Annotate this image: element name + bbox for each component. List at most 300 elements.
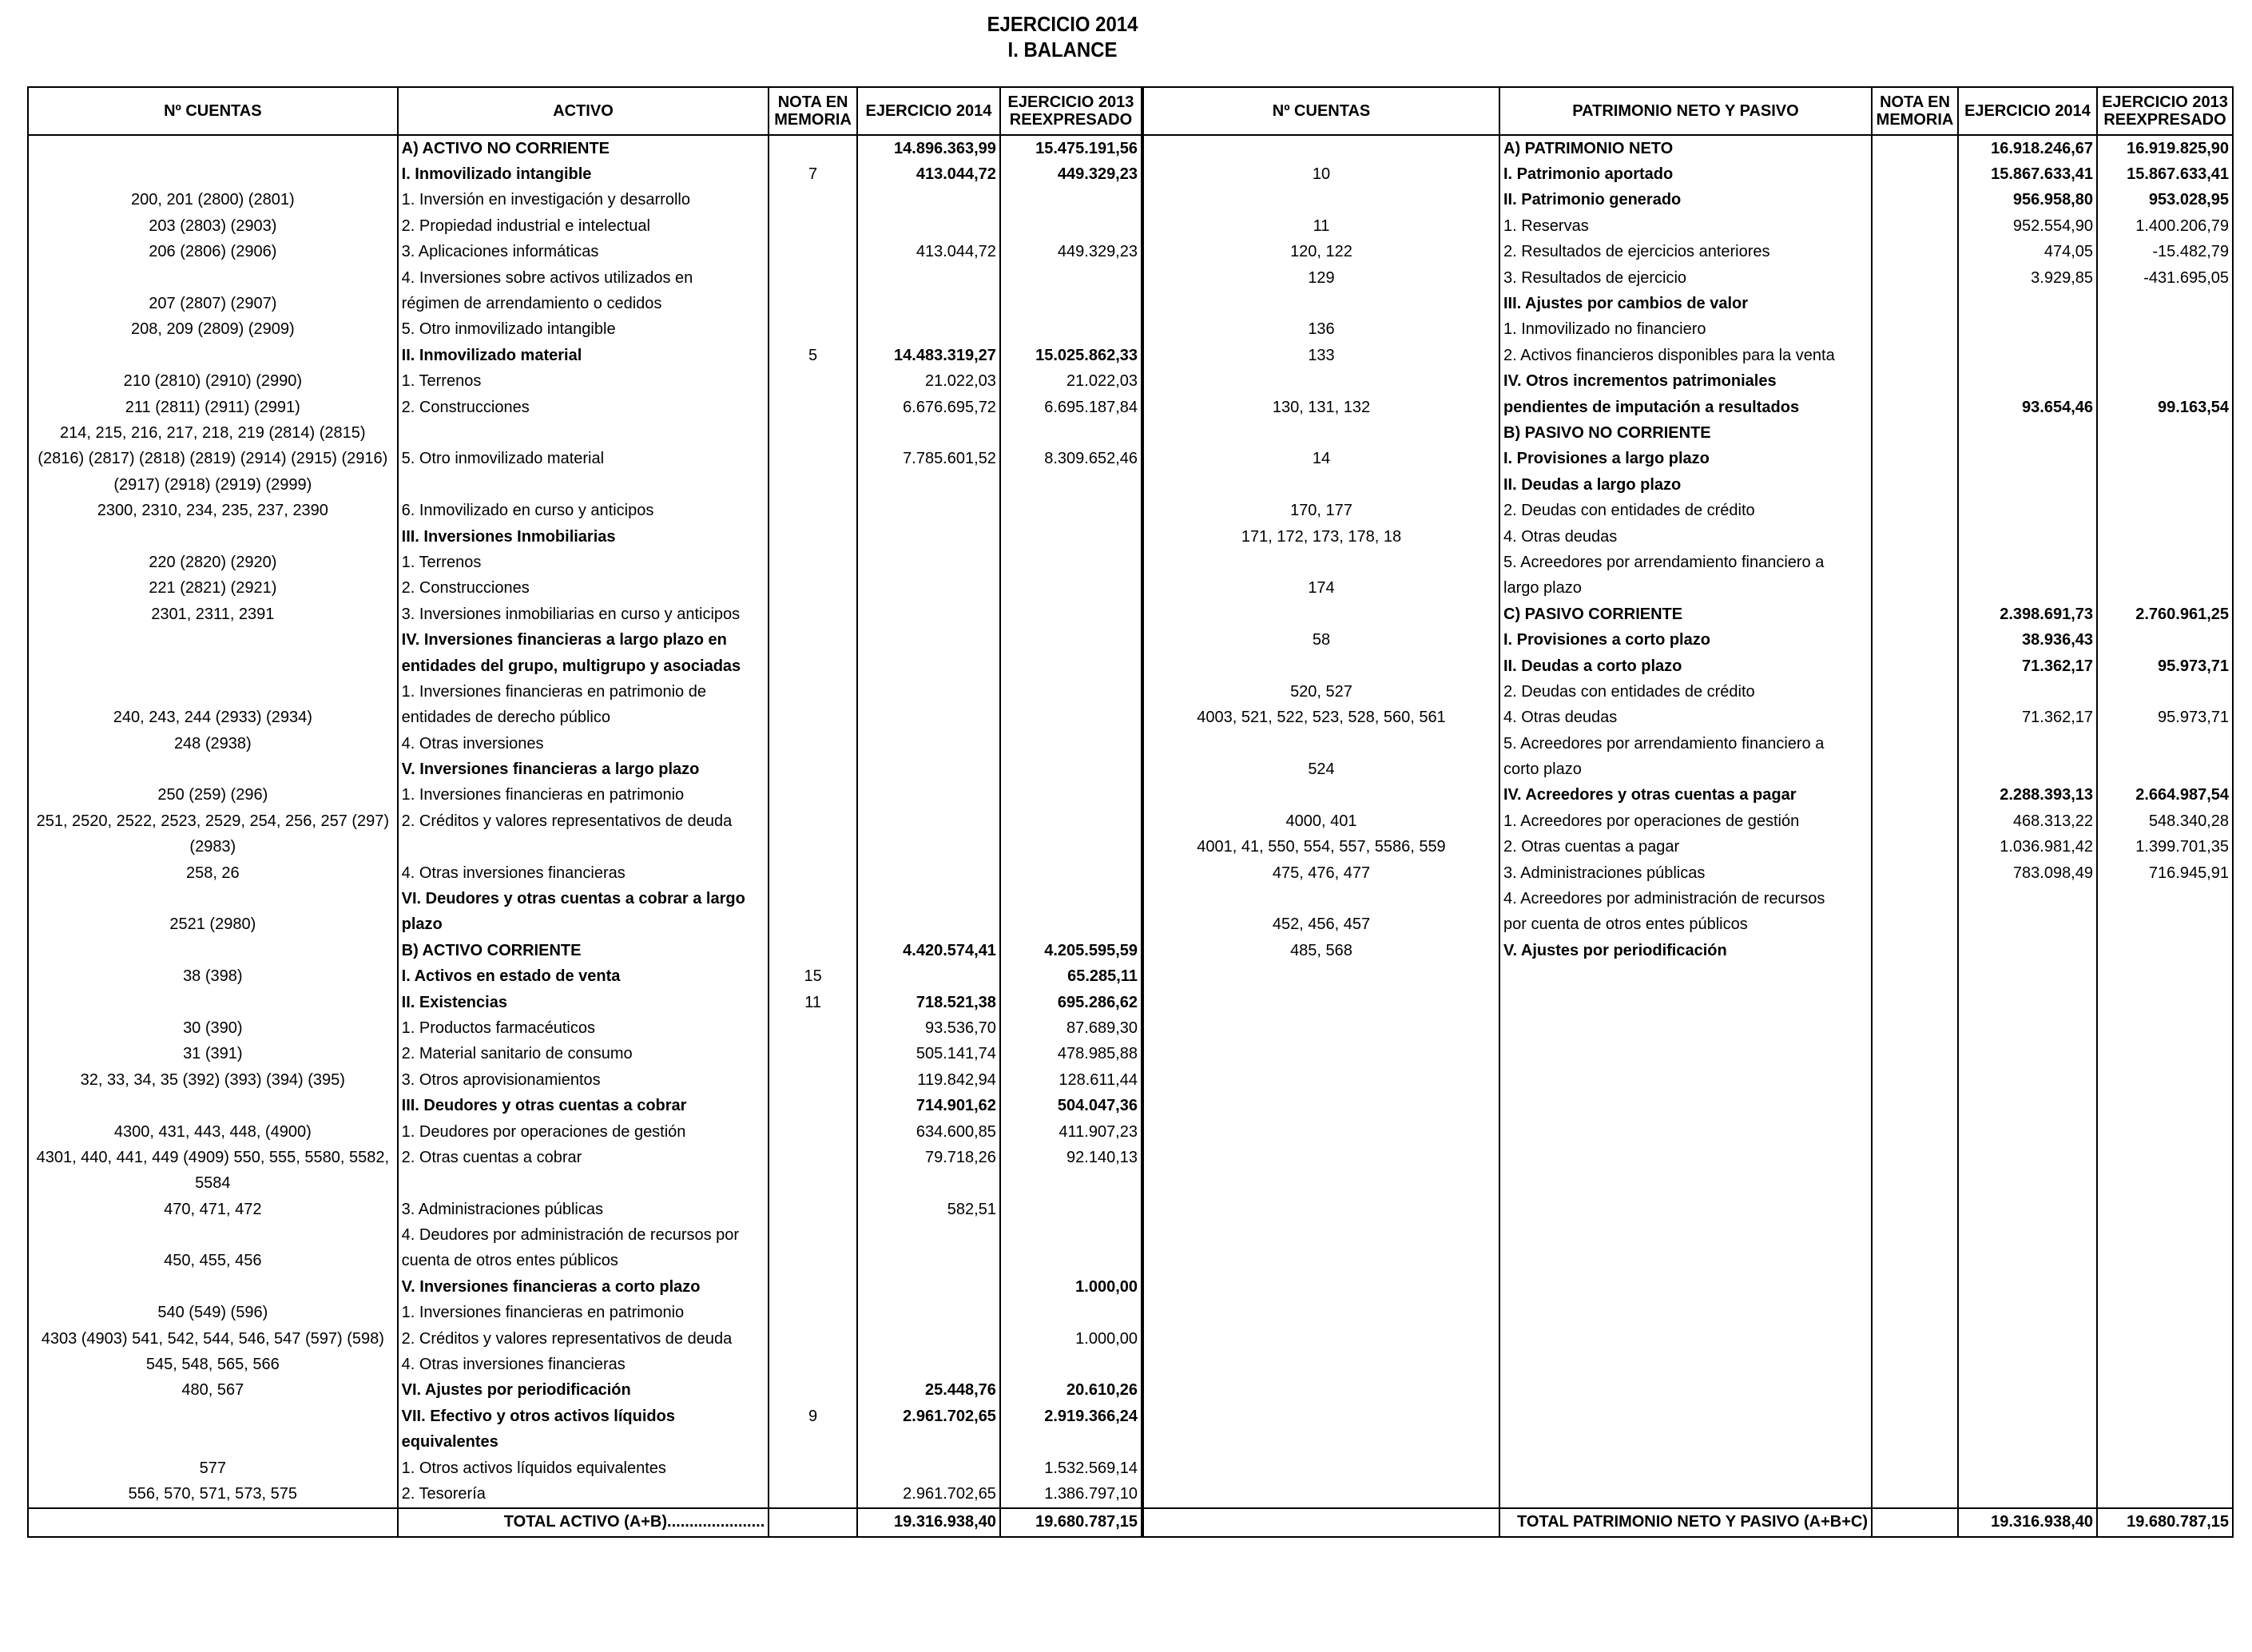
account-codes-cell: 2301, 2311, 2391 (28, 602, 398, 627)
table-row (1143, 1197, 2233, 1222)
value-2014-cell: 1.036.981,42 (1958, 835, 2097, 860)
value-2014-cell: 2.961.702,65 (857, 1481, 1000, 1507)
table-row (1143, 783, 2233, 808)
concept-cell: 5. Acreedores por arrendamiento financiero a (1499, 731, 1872, 757)
nota-cell (1872, 912, 1958, 938)
nota-cell (769, 291, 857, 316)
table-row (28, 213, 1142, 239)
account-codes-cell: 221 (2821) (2921) (28, 576, 398, 602)
value-2013-cell (2097, 1197, 2233, 1222)
value-2014-cell (857, 653, 1000, 679)
value-2013-cell (2097, 472, 2233, 498)
value-2014-cell (857, 912, 1000, 938)
table-row (28, 808, 1142, 834)
nota-cell (769, 447, 857, 472)
value-2014-cell (1958, 1042, 2097, 1067)
value-2014-cell: 505.141,74 (857, 1042, 1000, 1067)
value-2014-cell (1958, 317, 2097, 343)
table-row (1143, 1326, 2233, 1352)
value-2014-cell: 413.044,72 (857, 240, 1000, 265)
value-2013-cell: 478.985,88 (1000, 1042, 1142, 1067)
table-row (1143, 1119, 2233, 1145)
account-codes-cell: 251, 2520, 2522, 2523, 2529, 254, 256, 257 (297) (28, 808, 398, 834)
account-codes-cell (28, 135, 398, 161)
value-2014-cell (1958, 938, 2097, 963)
table-row (28, 265, 1142, 291)
concept-cell: entidades de derecho público (398, 705, 769, 731)
table-row (28, 964, 1142, 990)
account-codes-cell: 31 (391) (28, 1042, 398, 1067)
account-codes-cell: 240, 243, 244 (2933) (2934) (28, 705, 398, 731)
value-2014-cell: 119.842,94 (857, 1067, 1000, 1093)
value-2013-cell (1000, 808, 1142, 834)
account-codes-cell: 170, 177 (1143, 498, 1499, 523)
nota-cell (769, 653, 857, 679)
concept-cell: 3. Administraciones públicas (398, 1197, 769, 1222)
value-2014-cell: 25.448,76 (857, 1378, 1000, 1404)
nota-cell (1872, 1249, 1958, 1274)
value-2013-cell: 128.611,44 (1000, 1067, 1142, 1093)
total-pasivo-label: TOTAL PATRIMONIO NETO Y PASIVO (A+B+C) (1499, 1508, 1872, 1537)
value-2014-cell (1958, 1430, 2097, 1455)
table-row (28, 135, 1142, 161)
account-codes-cell (1143, 1067, 1499, 1093)
nota-cell (769, 912, 857, 938)
value-2013-cell (2097, 1093, 2233, 1118)
value-2014-cell: 4.420.574,41 (857, 938, 1000, 963)
value-2013-cell (2097, 550, 2233, 575)
table-row (28, 912, 1142, 938)
account-codes-cell: 11 (1143, 213, 1499, 239)
value-2014-cell (857, 860, 1000, 886)
account-codes-cell (1143, 1093, 1499, 1118)
account-codes-cell: 210 (2810) (2910) (2990) (28, 369, 398, 395)
value-2013-cell (1000, 265, 1142, 291)
value-2013-cell: 8.309.652,46 (1000, 447, 1142, 472)
nota-cell (1872, 369, 1958, 395)
value-2013-cell (1000, 1352, 1142, 1377)
value-2014-cell (1958, 731, 2097, 757)
value-2013-cell (1000, 576, 1142, 602)
table-row (28, 679, 1142, 705)
value-2013-cell (2097, 1430, 2233, 1455)
concept-cell: 3. Inversiones inmobiliarias en curso y anticipos (398, 602, 769, 627)
account-codes-cell (1143, 731, 1499, 757)
table-row (1143, 1430, 2233, 1455)
value-2014-cell: 14.483.319,27 (857, 343, 1000, 368)
table-row (1143, 420, 2233, 446)
concept-cell: 3. Otros aprovisionamientos (398, 1067, 769, 1093)
activo-table (27, 86, 1142, 1538)
nota-cell (1872, 265, 1958, 291)
value-2013-cell (1000, 1222, 1142, 1248)
concept-cell: 3. Aplicaciones informáticas (398, 240, 769, 265)
value-2014-cell: 952.554,90 (1958, 213, 2097, 239)
concept-cell: plazo (398, 912, 769, 938)
concept-cell: IV. Otros incrementos patrimoniales (1499, 369, 1872, 395)
value-2013-cell (2097, 886, 2233, 911)
concept-cell (1499, 1093, 1872, 1118)
concept-cell: 1. Inmovilizado no financiero (1499, 317, 1872, 343)
activo-header-row (28, 87, 1142, 135)
value-2014-cell (857, 1301, 1000, 1326)
value-2013-cell (1000, 1171, 1142, 1197)
value-2013-cell (2097, 524, 2233, 550)
table-row (1143, 1222, 2233, 1248)
table-row (1143, 213, 2233, 239)
value-2014-cell: 474,05 (1958, 240, 2097, 265)
account-codes-cell (1143, 1197, 1499, 1222)
value-2013-cell: 95.973,71 (2097, 705, 2233, 731)
value-2014-cell (857, 886, 1000, 911)
value-2014-cell: 93.654,46 (1958, 395, 2097, 420)
table-row (28, 524, 1142, 550)
header-nota: NOTA EN MEMORIA (769, 87, 857, 135)
value-2013-cell (1000, 1301, 1142, 1326)
table-row (28, 757, 1142, 782)
value-2014-cell (857, 317, 1000, 343)
account-codes-cell (1143, 653, 1499, 679)
value-2014-cell (1958, 964, 2097, 990)
concept-cell: IV. Acreedores y otras cuentas a pagar (1499, 783, 1872, 808)
account-codes-cell: 520, 527 (1143, 679, 1499, 705)
concept-cell: II. Patrimonio generado (1499, 188, 1872, 213)
concept-cell: 2. Activos financieros disponibles para la venta (1499, 343, 1872, 368)
total-pasivo-row (1143, 1508, 2233, 1537)
total-activo-label: TOTAL ACTIVO (A+B)...................... (398, 1508, 769, 1537)
nota-cell (1872, 524, 1958, 550)
account-codes-cell (1143, 1145, 1499, 1170)
value-2013-cell: 20.610,26 (1000, 1378, 1142, 1404)
value-2013-cell (1000, 524, 1142, 550)
value-2014-cell (857, 498, 1000, 523)
nota-cell (769, 1326, 857, 1352)
value-2013-cell (1000, 472, 1142, 498)
total-activo-row (28, 1508, 1142, 1537)
account-codes-cell (1143, 420, 1499, 446)
nota-cell (769, 135, 857, 161)
concept-cell: 2. Resultados de ejercicios anteriores (1499, 240, 1872, 265)
concept-cell: 4. Otras deudas (1499, 705, 1872, 731)
account-codes-cell: (2917) (2918) (2919) (2999) (28, 472, 398, 498)
value-2014-cell: 956.958,80 (1958, 188, 2097, 213)
table-row (1143, 1301, 2233, 1326)
account-codes-cell: 208, 209 (2809) (2909) (28, 317, 398, 343)
account-codes-cell: 2300, 2310, 234, 235, 237, 2390 (28, 498, 398, 523)
account-codes-cell (28, 653, 398, 679)
concept-cell: III. Inversiones Inmobiliarias (398, 524, 769, 550)
value-2013-cell (1000, 860, 1142, 886)
table-row (28, 1042, 1142, 1067)
account-codes-cell (28, 938, 398, 963)
value-2013-cell: 1.386.797,10 (1000, 1481, 1142, 1507)
nota-cell (1872, 395, 1958, 420)
value-2013-cell (2097, 369, 2233, 395)
nota-cell: 7 (769, 161, 857, 187)
account-codes-cell: 4301, 440, 441, 449 (4909) 550, 555, 5580, 5582, (28, 1145, 398, 1170)
header-cuentas: Nº CUENTAS (28, 87, 398, 135)
account-codes-cell: 577 (28, 1455, 398, 1481)
account-codes-cell: 540 (549) (596) (28, 1301, 398, 1326)
value-2013-cell (1000, 783, 1142, 808)
account-codes-cell (1143, 1249, 1499, 1274)
account-codes-cell (1143, 135, 1499, 161)
value-2013-cell (2097, 1015, 2233, 1041)
table-row (28, 705, 1142, 731)
concept-cell (398, 472, 769, 498)
concept-cell (1499, 1197, 1872, 1222)
value-2014-cell (857, 1352, 1000, 1377)
concept-cell (1499, 1274, 1872, 1300)
nota-cell (769, 1481, 857, 1507)
concept-cell: 3. Resultados de ejercicio (1499, 265, 1872, 291)
table-row (1143, 938, 2233, 963)
nota-cell (769, 886, 857, 911)
account-codes-cell (1143, 1481, 1499, 1507)
concept-cell: 4. Otras inversiones financieras (398, 860, 769, 886)
nota-cell (769, 1378, 857, 1404)
concept-cell: cuenta de otros entes públicos (398, 1249, 769, 1274)
nota-cell (769, 524, 857, 550)
value-2013-cell (1000, 550, 1142, 575)
value-2014-cell (857, 291, 1000, 316)
nota-cell (1872, 1067, 1958, 1093)
value-2014-cell: 71.362,17 (1958, 653, 2097, 679)
concept-cell (1499, 1378, 1872, 1404)
page-heading (0, 11, 2125, 62)
value-2014-cell (1958, 1067, 2097, 1093)
value-2013-cell: 16.919.825,90 (2097, 135, 2233, 161)
table-row (28, 550, 1142, 575)
account-codes-cell: 475, 476, 477 (1143, 860, 1499, 886)
table-row (28, 161, 1142, 187)
account-codes-cell: 4300, 431, 443, 448, (4900) (28, 1119, 398, 1145)
value-2014-cell (857, 1171, 1000, 1197)
nota-cell (1872, 602, 1958, 627)
account-codes-cell: 200, 201 (2800) (2801) (28, 188, 398, 213)
nota-cell (1872, 731, 1958, 757)
table-row (1143, 653, 2233, 679)
value-2014-cell: 718.521,38 (857, 990, 1000, 1015)
table-row (28, 1326, 1142, 1352)
concept-cell: II. Deudas a corto plazo (1499, 653, 1872, 679)
table-row (28, 1119, 1142, 1145)
table-row (1143, 757, 2233, 782)
account-codes-cell (1143, 472, 1499, 498)
account-codes-cell (28, 161, 398, 187)
table-row (1143, 343, 2233, 368)
account-codes-cell: 4001, 41, 550, 554, 557, 5586, 559 (1143, 835, 1499, 860)
total-pasivo-2014: 19.316.938,40 (1958, 1508, 2097, 1537)
value-2014-cell (1958, 1249, 2097, 1274)
nota-cell (1872, 498, 1958, 523)
value-2014-cell: 3.929,85 (1958, 265, 2097, 291)
concept-cell: 5. Acreedores por arrendamiento financiero a (1499, 550, 1872, 575)
account-codes-cell (1143, 1015, 1499, 1041)
value-2014-cell: 7.785.601,52 (857, 447, 1000, 472)
value-2014-cell (1958, 291, 2097, 316)
account-codes-cell: 485, 568 (1143, 938, 1499, 963)
table-row (1143, 602, 2233, 627)
nota-cell (1872, 1455, 1958, 1481)
nota-cell (1872, 1171, 1958, 1197)
account-codes-cell (1143, 1042, 1499, 1067)
nota-cell (1872, 1378, 1958, 1404)
table-row (1143, 161, 2233, 187)
concept-cell (1499, 1119, 1872, 1145)
account-codes-cell (1143, 550, 1499, 575)
value-2014-cell (1958, 1481, 2097, 1507)
value-2013-cell: 2.919.366,24 (1000, 1404, 1142, 1429)
pasivo-rows (1143, 135, 2233, 1508)
table-row (28, 447, 1142, 472)
account-codes-cell: 58 (1143, 627, 1499, 653)
value-2013-cell (1000, 1430, 1142, 1455)
concept-cell: 1. Terrenos (398, 550, 769, 575)
value-2014-cell (857, 524, 1000, 550)
table-row (1143, 731, 2233, 757)
account-codes-cell: 4003, 521, 522, 523, 528, 560, 561 (1143, 705, 1499, 731)
concept-cell: 2. Construcciones (398, 576, 769, 602)
table-row (28, 1093, 1142, 1118)
nota-cell (1872, 1015, 1958, 1041)
value-2014-cell: 38.936,43 (1958, 627, 2097, 653)
value-2014-cell: 21.022,03 (857, 369, 1000, 395)
nota-cell (769, 1067, 857, 1093)
value-2013-cell: 6.695.187,84 (1000, 395, 1142, 420)
value-2014-cell (1958, 1197, 2097, 1222)
account-codes-cell (28, 265, 398, 291)
concept-cell: 1. Acreedores por operaciones de gestión (1499, 808, 1872, 834)
table-row (28, 653, 1142, 679)
table-row (28, 369, 1142, 395)
nota-cell (769, 576, 857, 602)
value-2014-cell (1958, 990, 2097, 1015)
account-codes-cell (1143, 1222, 1499, 1248)
account-codes-cell: 5584 (28, 1171, 398, 1197)
account-codes-cell: 120, 122 (1143, 240, 1499, 265)
concept-cell: C) PASIVO CORRIENTE (1499, 602, 1872, 627)
nota-cell (769, 1455, 857, 1481)
value-2014-cell: 468.313,22 (1958, 808, 2097, 834)
table-row (1143, 1404, 2233, 1429)
account-codes-cell: 214, 215, 216, 217, 218, 219 (2814) (2815) (28, 420, 398, 446)
nota-cell (1872, 1145, 1958, 1170)
value-2013-cell: 716.945,91 (2097, 860, 2233, 886)
concept-cell: A) ACTIVO NO CORRIENTE (398, 135, 769, 161)
value-2014-cell: 93.536,70 (857, 1015, 1000, 1041)
table-row (28, 627, 1142, 653)
account-codes-cell: 220 (2820) (2920) (28, 550, 398, 575)
value-2013-cell (2097, 1326, 2233, 1352)
concept-cell: III. Deudores y otras cuentas a cobrar (398, 1093, 769, 1118)
nota-cell (1872, 990, 1958, 1015)
account-codes-cell (1143, 1326, 1499, 1352)
value-2013-cell (1000, 291, 1142, 316)
concept-cell: entidades del grupo, multigrupo y asociadas (398, 653, 769, 679)
account-codes-cell: (2816) (2817) (2818) (2819) (2914) (2915) (2916) (28, 447, 398, 472)
account-codes-cell (28, 1274, 398, 1300)
concept-cell: 1. Inversión en investigación y desarrollo (398, 188, 769, 213)
nota-cell (1872, 550, 1958, 575)
nota-cell (769, 602, 857, 627)
account-codes-cell (1143, 990, 1499, 1015)
concept-cell: 2. Material sanitario de consumo (398, 1042, 769, 1067)
table-row (28, 835, 1142, 860)
value-2014-cell (1958, 1171, 2097, 1197)
value-2014-cell: 413.044,72 (857, 161, 1000, 187)
concept-cell: B) ACTIVO CORRIENTE (398, 938, 769, 963)
table-row (28, 1378, 1142, 1404)
concept-cell: 4. Deudores por administración de recursos por (398, 1222, 769, 1248)
concept-cell: equivalentes (398, 1430, 769, 1455)
account-codes-cell (1143, 886, 1499, 911)
concept-cell (1499, 990, 1872, 1015)
value-2013-cell: 548.340,28 (2097, 808, 2233, 834)
value-2014-cell (857, 1455, 1000, 1481)
nota-cell (769, 265, 857, 291)
value-2013-cell (1000, 498, 1142, 523)
value-2013-cell (2097, 420, 2233, 446)
account-codes-cell: 556, 570, 571, 573, 575 (28, 1481, 398, 1507)
account-codes-cell (1143, 1274, 1499, 1300)
table-row (1143, 317, 2233, 343)
value-2014-cell (1958, 576, 2097, 602)
table-row (28, 576, 1142, 602)
nota-cell (1872, 860, 1958, 886)
concept-cell: 4. Otras inversiones financieras (398, 1352, 769, 1377)
nota-cell (769, 1430, 857, 1455)
nota-cell (1872, 1197, 1958, 1222)
table-row (1143, 1093, 2233, 1118)
value-2014-cell (1958, 420, 2097, 446)
value-2013-cell (2097, 679, 2233, 705)
value-2013-cell: -15.482,79 (2097, 240, 2233, 265)
account-codes-cell (1143, 1404, 1499, 1429)
value-2013-cell (2097, 1171, 2233, 1197)
value-2013-cell (2097, 938, 2233, 963)
concept-cell (1499, 1067, 1872, 1093)
value-2013-cell: 411.907,23 (1000, 1119, 1142, 1145)
nota-cell (1872, 835, 1958, 860)
table-row (28, 602, 1142, 627)
table-row (1143, 1455, 2233, 1481)
account-codes-cell: 130, 131, 132 (1143, 395, 1499, 420)
account-codes-cell (28, 1404, 398, 1429)
table-row (28, 783, 1142, 808)
table-row (1143, 912, 2233, 938)
table-row (1143, 1145, 2233, 1170)
value-2013-cell (1000, 317, 1142, 343)
value-2013-cell (2097, 627, 2233, 653)
value-2014-cell: 582,51 (857, 1197, 1000, 1222)
value-2014-cell (857, 783, 1000, 808)
nota-cell (1872, 317, 1958, 343)
account-codes-cell: 171, 172, 173, 178, 18 (1143, 524, 1499, 550)
value-2014-cell (857, 731, 1000, 757)
table-row (1143, 369, 2233, 395)
total-pasivo-2013: 19.680.787,15 (2097, 1508, 2233, 1537)
value-2014-cell (1958, 757, 2097, 782)
table-row (1143, 1171, 2233, 1197)
concept-cell: 1. Inversiones financieras en patrimonio (398, 783, 769, 808)
nota-cell (1872, 135, 1958, 161)
nota-cell (769, 498, 857, 523)
nota-cell (769, 808, 857, 834)
concept-cell: 2. Otras cuentas a pagar (1499, 835, 1872, 860)
account-codes-cell: 480, 567 (28, 1378, 398, 1404)
value-2013-cell (2097, 1145, 2233, 1170)
